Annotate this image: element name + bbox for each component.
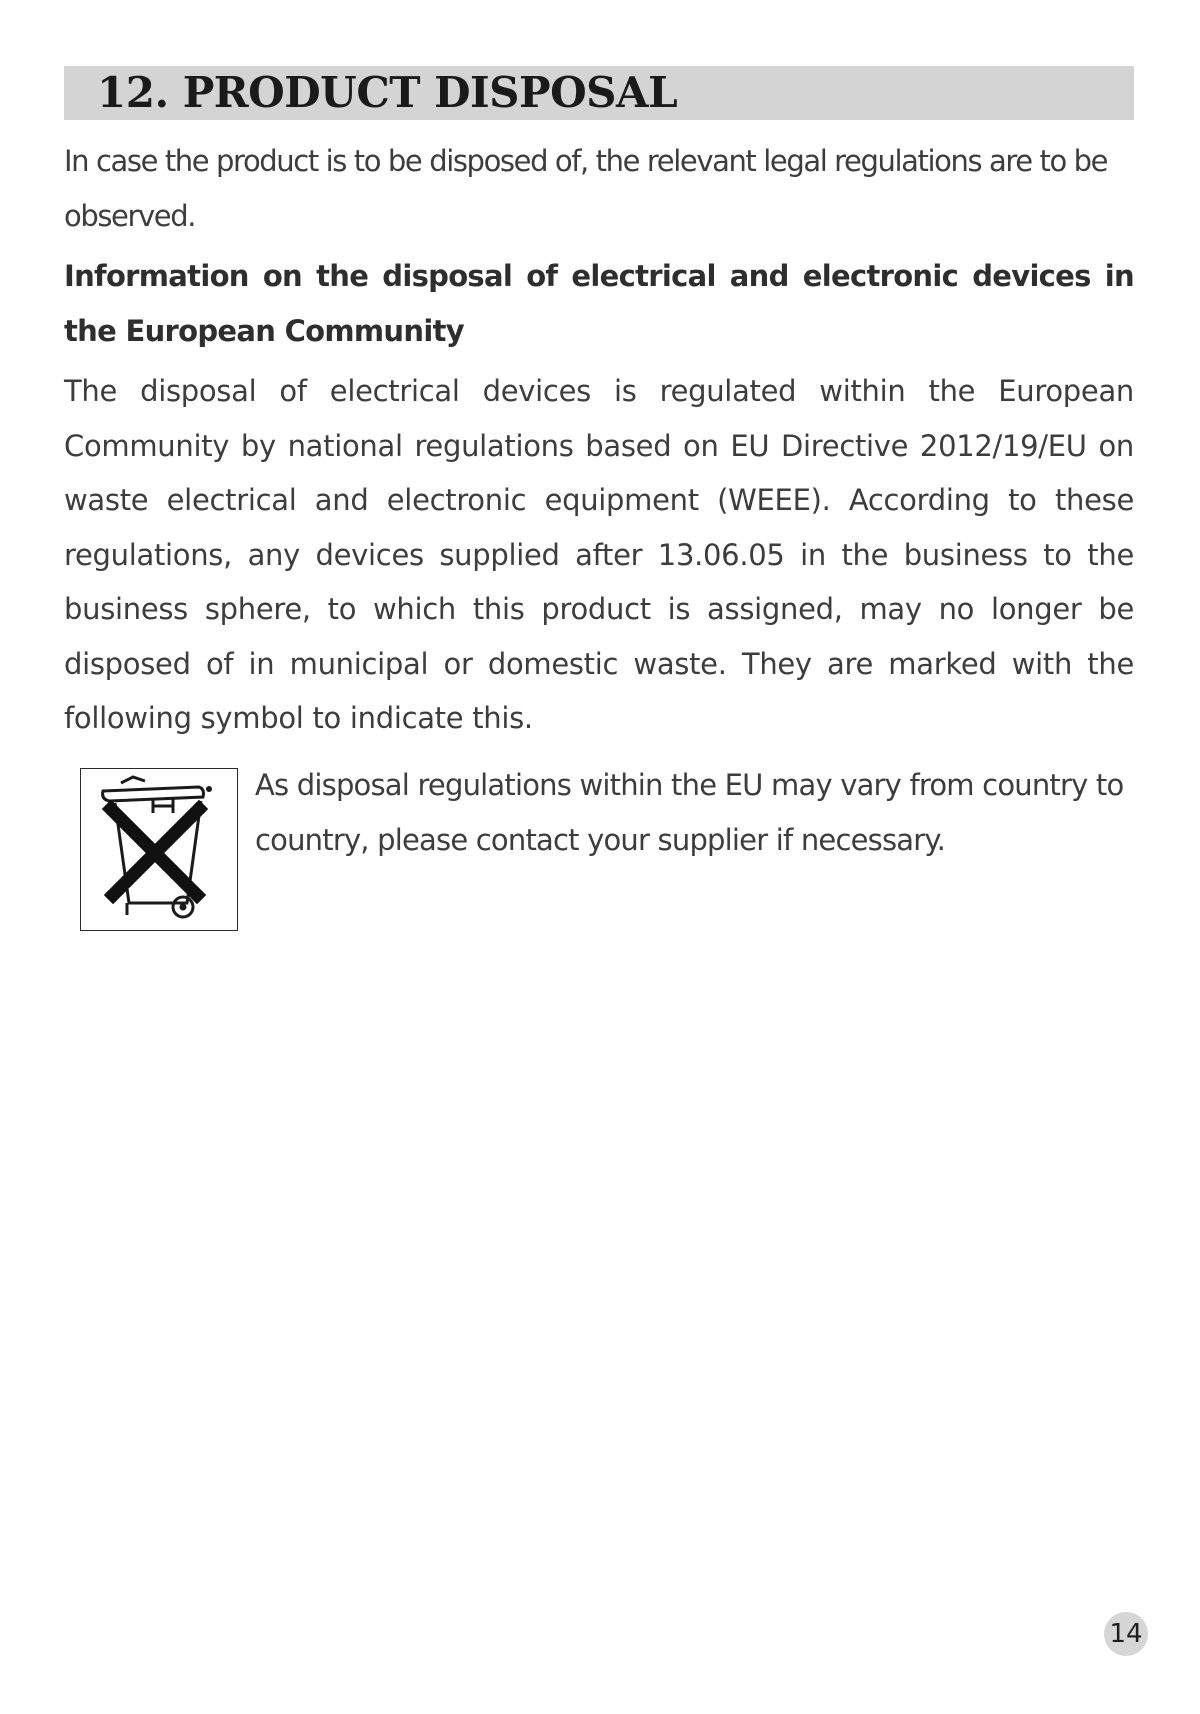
- crossed-out-wheelie-bin-icon: [81, 769, 236, 929]
- symbol-note-paragraph: As disposal regulations within the EU may vary from country to country, please contact your supplier if necessary.: [255, 768, 1124, 857]
- content-area: [64, 134, 1134, 750]
- intro-paragraph: In case the product is to be disposed of, the relevant legal regulations are to be observed.: [64, 144, 1108, 233]
- symbol-row: [64, 758, 1134, 938]
- section-title: 12. PRODUCT DISPOSAL: [97, 68, 678, 117]
- weee-symbol-frame: [80, 768, 238, 931]
- section-header: [64, 66, 1134, 120]
- subheading-paragraph: Information on the disposal of electrical and electronic devices in the European Community: [64, 259, 1134, 348]
- body-paragraph: The disposal of electrical devices is regulated within the European Community by national regulations based on EU Directive 2012/19/EU on waste electrical and electronic equipment (WEEE). According to these regulations, any devices supplied after 13.06.05 in the business to the business sphere, to which this product is assigned, may no longer be disposed of in municipal or domestic waste. They are marked with the following symbol to indicate this.: [64, 374, 1134, 735]
- page-number-badge: 14: [1104, 1612, 1148, 1656]
